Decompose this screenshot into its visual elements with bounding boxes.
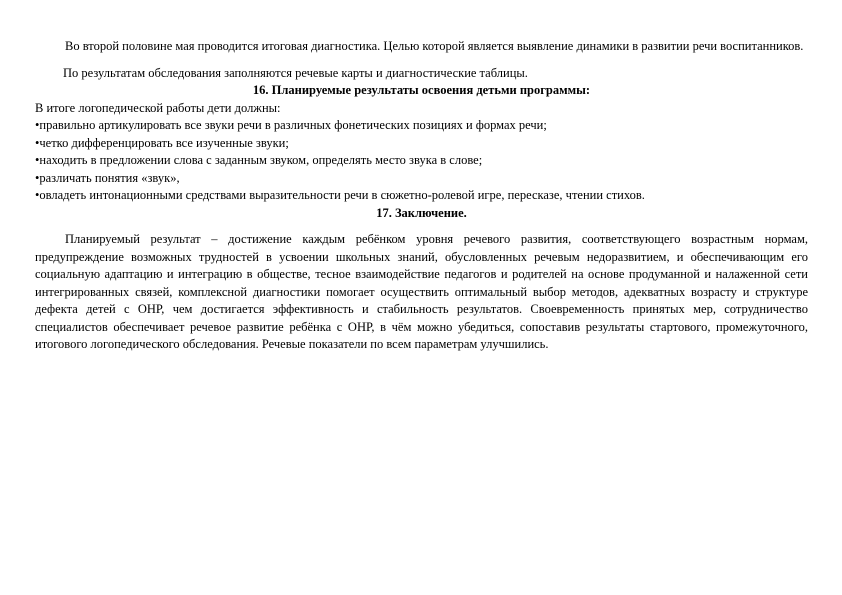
intro-paragraph: Во второй половине мая проводится итоговая диагностика. Целью которой является выявление динамики в развитии речи воспитанников. — [65, 39, 804, 53]
learning-outcomes-list — [35, 117, 808, 205]
section-16-lead: В итоге логопедической работы дети должны: — [35, 100, 281, 115]
list-item-sound-position: •находить в предложении слова с заданным звуком, определять место звука в слове; — [35, 153, 483, 167]
list-item-intonation: •овладеть интонационными средствами выразительности речи в сюжетно-ролевой игре, пересказе, чтении стихов. — [35, 188, 645, 202]
section-17-heading: 17. Заключение. — [376, 205, 467, 220]
section-16-heading: 16. Планируемые результаты освоения детьми программы: — [252, 83, 591, 97]
conclusion-paragraph: Планируемый результат – достижение каждым ребёнком уровня речевого развития, соответствующего возрастным нормам, предупреждение возможных трудностей в усвоении школьных знаний, обусловленных речевым недоразвитием, и обеспечивающим его социальную адаптацию и интеграцию в обществе, тесное взаимодействие педагогов и родителей на основе продуманной и налаженной сети интегрированных связей, комплексной диагностики помогает осуществить оптимальный выбор методов, адекватных возрасту и структуре дефекта детей с ОНР, чем достигается эффективность и стабильность результатов. Своевременность принятых мер, сотрудничество специалистов обеспечивает речевое развитие ребёнка с ОНР, в чём можно убедиться, сопоставив результаты стартового, промежуточного, итогового логопедического обследования. Речевые показатели по всем параметрам улучшились. — [35, 232, 808, 351]
results-paragraph: По результатам обследования заполняются речевые карты и диагностические таблицы. — [63, 65, 528, 80]
document-page — [35, 38, 808, 354]
list-item-articulation: •правильно артикулировать все звуки речи в различных фонетических позициях и формах речи; — [35, 118, 547, 132]
list-item-sound-differentiation: •четко дифференцировать все изученные звуки; — [35, 135, 289, 150]
list-item-sound-concept: •различать понятия «звук», — [35, 170, 180, 185]
